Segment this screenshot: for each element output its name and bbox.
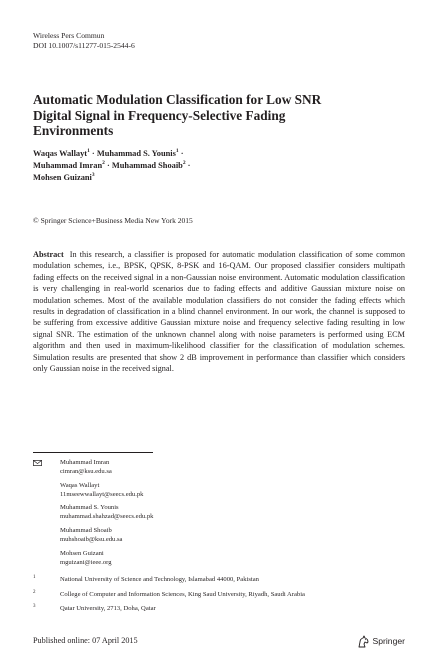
contact-entry	[60, 482, 143, 499]
abstract-text: In this research, a classifier is proposed for automatic modulation classification of some common modulation schemes, i.e., BPSK, QPSK, 8-PSK and 16-QAM. Our proposed classifier considers multipath fading effects on the received signal in a non-Gaussian noise environment. Automatic modulation classification is very challenging in real-world scenarios due to fading effects and additive Gaussian mixture noise on modulation schemes. Most of the available modulation classifiers do not consider the fading effects which results in degradation of classification in a blind channel environment. In our work, the channel is supposed to be suffering from excessive additive Gaussian mixture noise and frequency selective fading resulting in low signal SNR. The estimation of the unknown channel along with noise parameters is performed using ECM algorithm and then used in maximum-likelihood classifier for the classification of modulation schemes. Simulation results are presented that show 2 dB improvement in performance than classifier which considers only Gaussian noise in the received signal.	[33, 250, 405, 374]
abstract-label: Abstract	[33, 250, 64, 259]
author-affiliation-ref: 2	[182, 160, 186, 167]
title-line: Environments	[33, 123, 114, 139]
author-name: Waqas Wallayt	[33, 149, 88, 158]
published-date: Published online: 07 April 2015	[33, 636, 138, 645]
contact-name: Muhammad S. Younis	[60, 504, 119, 511]
paper-title	[33, 92, 405, 139]
springer-horse-icon	[357, 635, 370, 648]
affiliation-number: 3	[33, 604, 36, 609]
title-line: Automatic Modulation Classification for Low SNR	[33, 92, 322, 107]
author-name: Muhammad S. Younis	[96, 149, 176, 158]
author-name: Mohsen Guizani	[33, 173, 92, 182]
contact-email[interactable]: 11mseewwallayt@seecs.edu.pk	[60, 490, 144, 498]
copyright-notice: © Springer Science+Business Media New York 2015	[33, 216, 193, 225]
contact-entry	[60, 550, 112, 567]
author-affiliation-ref: 3	[91, 172, 95, 179]
contact-name: Waqas Wallayt	[60, 482, 100, 489]
author-name: Muhammad Shoaib	[111, 161, 183, 170]
publisher-logo	[357, 634, 405, 648]
contact-entry	[60, 459, 112, 476]
affiliation-text: College of Computer and Information Sciences, King Saud University, Riyadh, Saudi Arabia	[60, 591, 305, 598]
contact-email[interactable]: muhshoaib@ksu.edu.sa	[60, 535, 123, 543]
title-line: Digital Signal in Frequency-Selective Fading	[33, 107, 286, 123]
affiliation-text: Qatar University, 2713, Doha, Qatar	[60, 605, 156, 612]
publisher-name: Springer	[372, 636, 405, 646]
abstract	[33, 249, 405, 374]
affiliation-number: 2	[33, 590, 36, 595]
envelope-icon	[33, 460, 42, 466]
contact-email[interactable]: mguizani@ieee.org	[60, 558, 112, 566]
affiliation-text: National University of Science and Technology, Islamabad 44000, Pakistan	[60, 576, 259, 583]
contact-name: Muhammad Imran	[60, 459, 110, 466]
journal-name: Wireless Pers Commun	[33, 31, 105, 40]
affiliation-number: 1	[33, 575, 36, 580]
author-name: Muhammad Imran	[33, 161, 103, 170]
author-affiliation-ref: 2	[102, 160, 105, 167]
contact-name: Mohsen Guizani	[60, 550, 104, 557]
author-affiliation-ref: 1	[175, 148, 179, 155]
journal-header	[33, 31, 135, 51]
page-footer	[33, 634, 405, 648]
contact-name: Muhammad Shoaib	[60, 527, 112, 534]
author-list: Waqas Wallayt$^1$ · Muhammad S. Younis$^1$ · Muhammad Imran$^2$ · Muhammad Shoaib$^2$ · Mohsen Guizani$^3$	[33, 148, 191, 182]
contact-entry	[60, 504, 153, 521]
contact-email[interactable]: muhammad.shahzad@seecs.edu.pk	[60, 512, 154, 520]
journal-doi: DOI 10.1007/s11277-015-2544-6	[33, 41, 135, 50]
contact-email[interactable]: cimran@ksu.edu.sa	[60, 467, 112, 475]
footnote-divider	[33, 452, 153, 453]
contact-entry	[60, 527, 122, 544]
author-affiliation-ref: 1	[87, 148, 90, 155]
